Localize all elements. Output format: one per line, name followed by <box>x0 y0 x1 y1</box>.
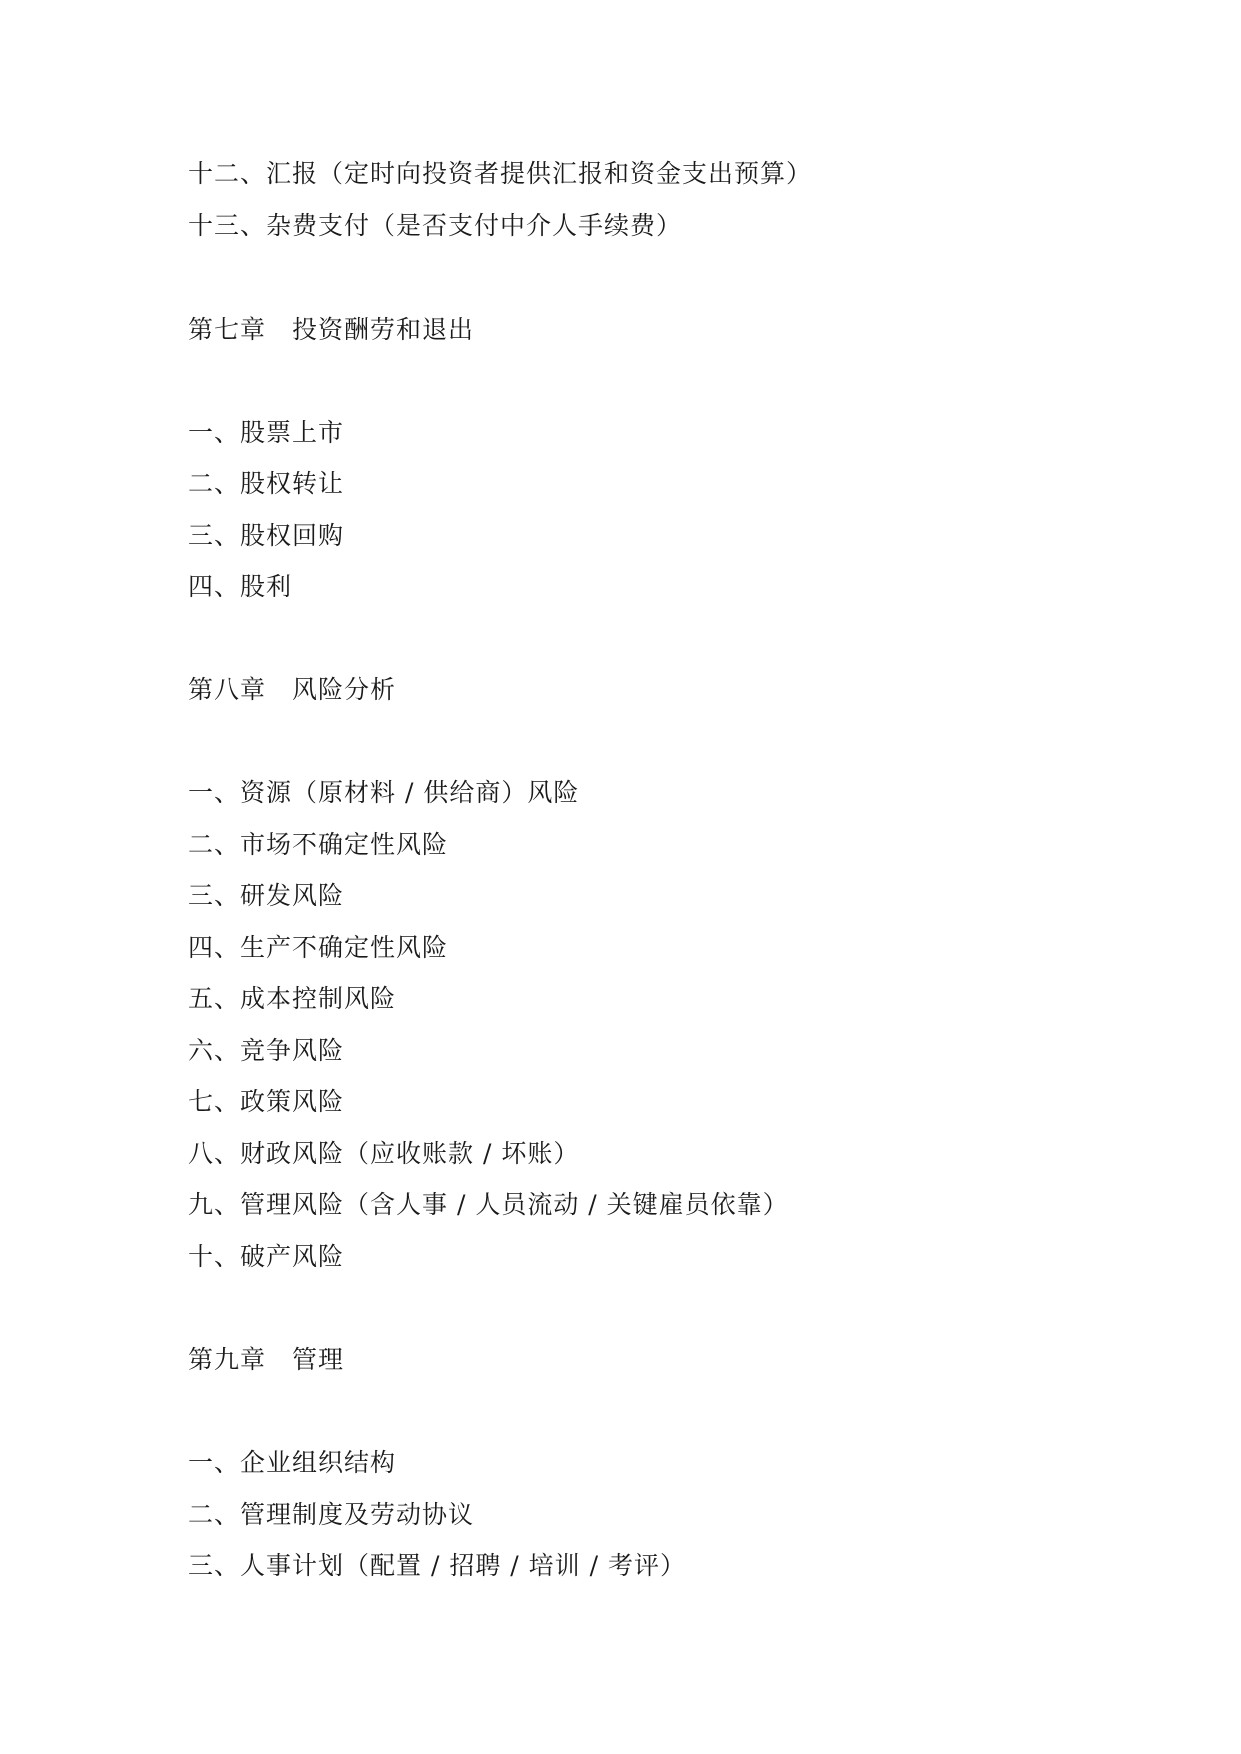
list-item: 二、管理制度及劳动协议 <box>188 1500 475 1529</box>
chapter-heading: 第八章 风险分析 <box>188 675 397 704</box>
list-item: 九、管理风险（含人事 / 人员流动 / 关键雇员依靠） <box>188 1190 789 1219</box>
list-item: 二、市场不确定性风险 <box>188 830 449 859</box>
list-item: 一、企业组织结构 <box>188 1448 397 1477</box>
list-item: 六、竞争风险 <box>188 1036 345 1065</box>
list-item: 三、研发风险 <box>188 881 345 910</box>
list-item: 三、股权回购 <box>188 521 345 550</box>
list-item: 七、政策风险 <box>188 1087 345 1116</box>
list-item: 五、成本控制风险 <box>188 984 397 1013</box>
list-item: 四、股利 <box>188 572 293 601</box>
list-item: 十三、杂费支付（是否支付中介人手续费） <box>188 211 683 240</box>
list-item: 十二、汇报（定时向投资者提供汇报和资金支出预算） <box>188 159 813 188</box>
chapter-heading: 第九章 管理 <box>188 1345 345 1374</box>
list-item: 二、股权转让 <box>188 469 345 498</box>
chapter-heading: 第七章 投资酬劳和退出 <box>188 315 475 344</box>
list-item: 八、财政风险（应收账款 / 坏账） <box>188 1139 580 1168</box>
list-item: 一、资源（原材料 / 供给商）风险 <box>188 778 580 807</box>
list-item: 一、股票上市 <box>188 418 345 447</box>
list-item: 四、生产不确定性风险 <box>188 933 449 962</box>
list-item: 三、人事计划（配置 / 招聘 / 培训 / 考评） <box>188 1551 686 1580</box>
list-item: 十、破产风险 <box>188 1242 345 1271</box>
